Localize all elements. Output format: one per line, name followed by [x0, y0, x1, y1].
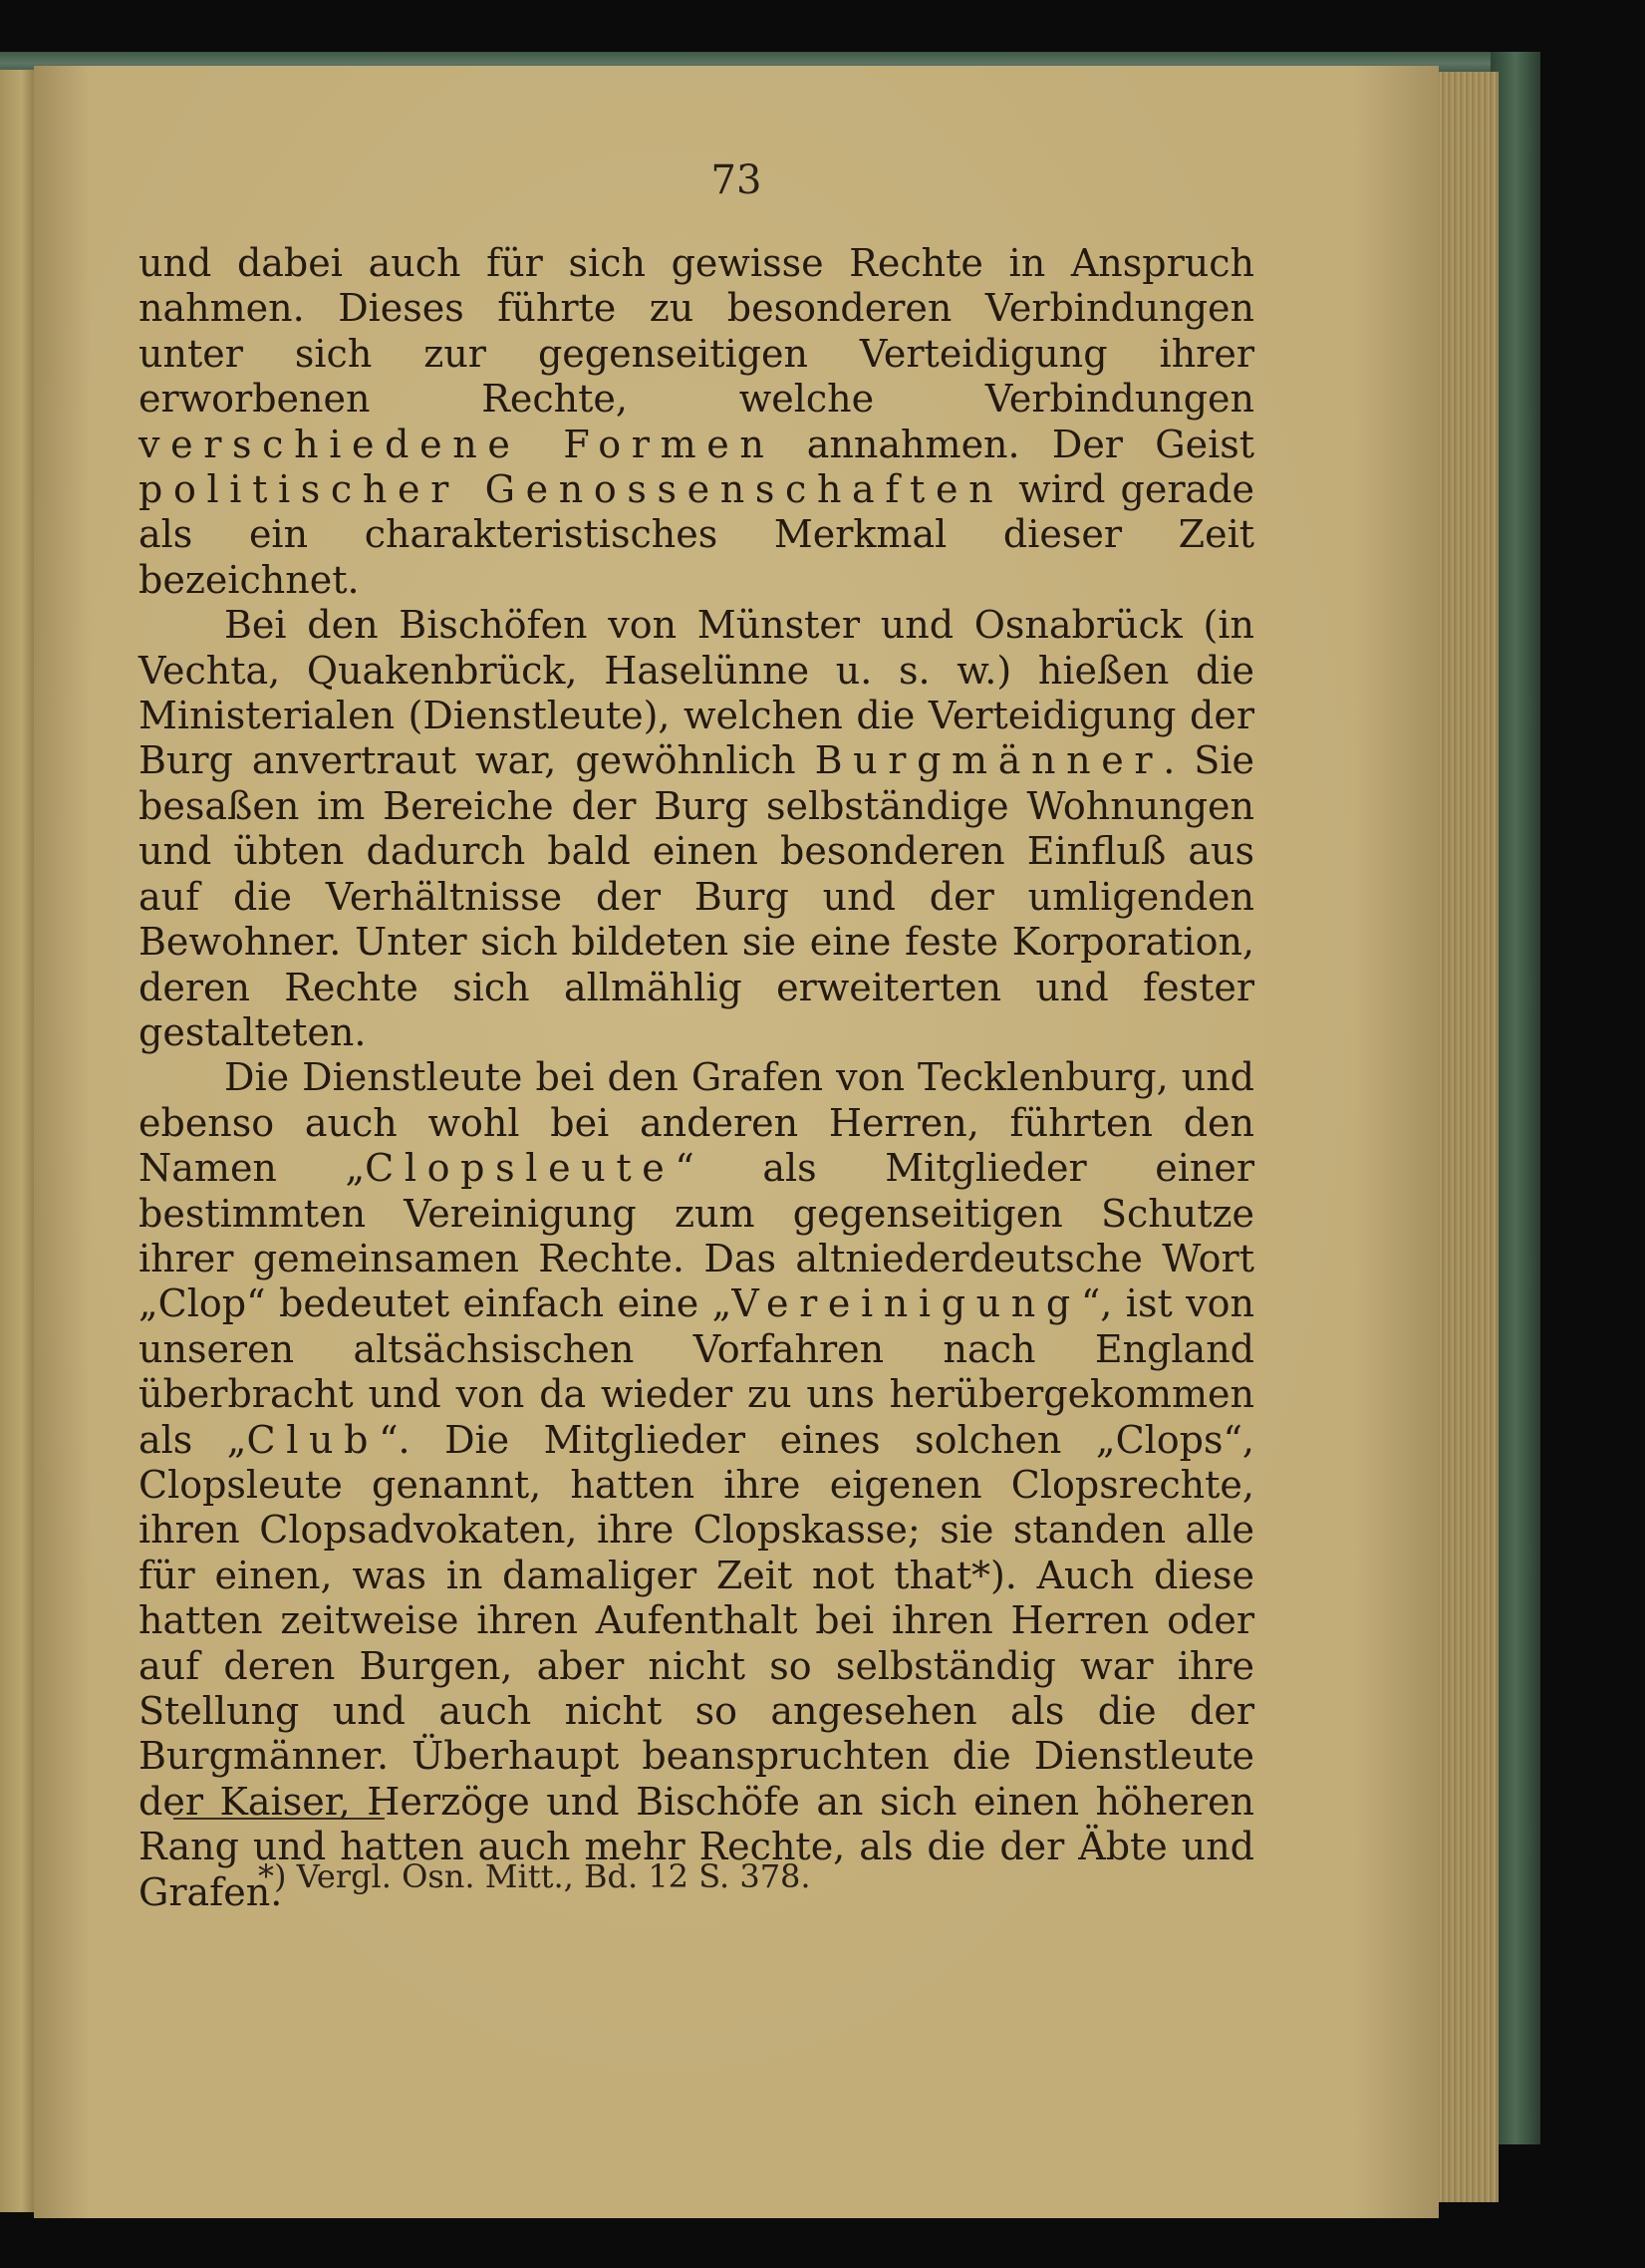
footnote: *) Vergl. Osn. Mitt., Bd. 12 S. 378. [258, 1857, 811, 1895]
paragraph-3 [138, 1055, 1254, 1915]
text-run: wird gerade als ein charakteristisches Merkmal dieser Zeit bezeichnet. [138, 467, 1254, 602]
spaced-text: verschiedene Formen [138, 422, 775, 466]
text-run: Die Dienstleute bei den Grafen von Tecklenburg, und ebenso auch wohl bei anderen Herren, führten den Namen „ [138, 1055, 1254, 1191]
paragraph-2 [138, 603, 1254, 1055]
spaced-text: politischer Genossenschaften [138, 467, 1004, 512]
body-text [138, 241, 1254, 1915]
text-run: “ als Mitglieder einer bestimmten Vereinigung zum gegenseitigen Schutze ihrer gemeinsamen Rechte. Das altniederdeutsche Wort „Clop“ bedeutet einfach eine „ [138, 1146, 1254, 1326]
page-number: 73 [710, 157, 762, 203]
text-run: . Sie besaßen im Bereiche der Burg selbständige Wohnungen und übten dadurch bald einen besonderen Einfluß aus auf die Verhältnisse der Burg und der umligenden Bewohner. Unter sich bildeten sie eine feste Korporation, deren Rechte sich allmählig erweiterten und fester gestalteten. [138, 738, 1254, 1054]
text-run: “. Die Mitglieder eines solchen „Clops“, Clopsleute genannt, hatten ihre eigenen Clopsrechte, ihren Clopsadvokaten, ihre Clopskasse; sie standen alle für einen, was in damaliger Zeit not that*). Auch diese hatten zeitweise ihren Aufenthalt bei ihren Herren oder auf deren Burgen, aber nicht so selbständig war ihre Stellung und auch nicht so angesehen als die der Burgmänner. Überhaupt beanspruchten die Dienstleute der Kaiser, Herzöge und Bischöfe an sich einen höheren Rang und hatten auch mehr Rechte, als die der Äbte und Grafen. [138, 1417, 1255, 1914]
text-run: “, ist von unseren altsächsischen Vorfahren nach England überbracht und von da wieder zu uns herübergekommen als „ [138, 1281, 1254, 1462]
text-run: und dabei auch für sich gewisse Rechte in Anspruch nahmen. Dieses führte zu besonderen Verbindungen unter sich zur gegenseitigen Verteidigung ihrer erworbenen Rechte, welche Verbindungen [138, 241, 1254, 422]
text-run: Bei den Bischöfen von Münster und Osnabrück (in Vechta, Quakenbrück, Haselünne u. s. w.) hießen die Ministerialen (Dienstleute), welchen die Verteidigung der Burg anvertraut war, gewöhnlich [138, 603, 1254, 783]
footnote-separator [173, 1818, 385, 1820]
spaced-text: Vereinigung [731, 1281, 1081, 1326]
facing-page-edge [0, 70, 36, 2212]
spaced-text: Burgmänner [814, 738, 1164, 783]
paragraph-1 [138, 241, 1254, 603]
book-page [34, 66, 1439, 2218]
spaced-text: Club [246, 1417, 380, 1462]
spaced-text: Clopsleute [365, 1146, 676, 1191]
text-run: annahmen. Der Geist [774, 422, 1254, 466]
page-stack-edge [1433, 72, 1499, 2202]
